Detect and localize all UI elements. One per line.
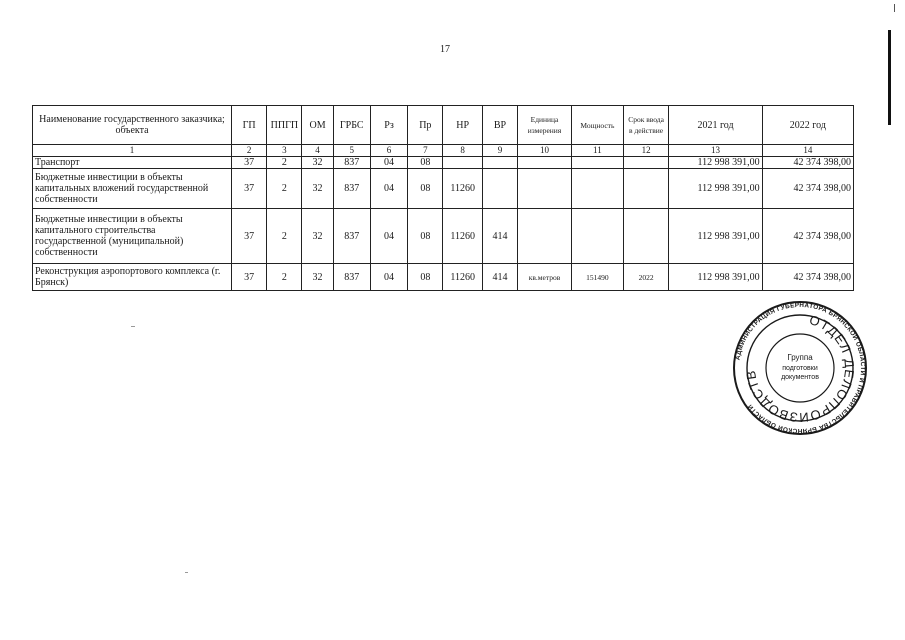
amount-2021-cell: 112 998 391,00 xyxy=(669,157,762,169)
pr-cell: 08 xyxy=(408,169,443,209)
column-number: 6 xyxy=(370,145,407,157)
budget-table xyxy=(32,105,854,291)
pr-cell: 08 xyxy=(408,264,443,291)
column-number: 7 xyxy=(408,145,443,157)
header-pr: Пр xyxy=(408,106,443,145)
nr-cell: 11260 xyxy=(443,264,482,291)
vr-cell: 414 xyxy=(482,209,517,264)
header-ppgp: ППГП xyxy=(267,106,302,145)
stamp-arc-text: ОТДЕЛ ДЕЛОПРОИЗВОДСТВ xyxy=(742,312,858,426)
table-row xyxy=(33,264,854,291)
amount-2022-cell: 42 374 398,00 xyxy=(762,157,853,169)
grbs-cell: 837 xyxy=(333,169,370,209)
stamp-center-line-1: Группа xyxy=(787,353,813,362)
column-number: 4 xyxy=(302,145,333,157)
gp-cell: 37 xyxy=(232,169,267,209)
column-number: 10 xyxy=(518,145,572,157)
term-cell xyxy=(623,209,669,264)
amount-2022-cell: 42 374 398,00 xyxy=(762,169,853,209)
pr-cell: 08 xyxy=(408,157,443,169)
nr-cell: 11260 xyxy=(443,169,482,209)
rz-cell: 04 xyxy=(370,264,407,291)
object-name: Бюджетные инвестиции в объекты капитальных вложений государственной собственности xyxy=(33,169,232,209)
term-cell xyxy=(623,169,669,209)
grbs-cell: 837 xyxy=(333,264,370,291)
ppgp-cell: 2 xyxy=(267,264,302,291)
column-number: 2 xyxy=(232,145,267,157)
gp-cell: 37 xyxy=(232,157,267,169)
amount-2021-cell: 112 998 391,00 xyxy=(669,209,762,264)
column-number: 1 xyxy=(33,145,232,157)
nr-cell xyxy=(443,157,482,169)
office-stamp xyxy=(732,300,868,436)
vr-cell xyxy=(482,157,517,169)
scan-speck xyxy=(131,326,135,327)
header-year-2021: 2021 год xyxy=(669,106,762,145)
header-year-2022: 2022 год xyxy=(762,106,853,145)
header-customer-object: Наименование государственного заказчика; объекта xyxy=(33,106,232,145)
grbs-cell: 837 xyxy=(333,209,370,264)
gp-cell: 37 xyxy=(232,264,267,291)
stamp-outer-text: АДМИНИСТРАЦИЯ ГУБЕРНАТОРА БРЯНСКОЙ ОБЛАСТИ И ПРАВИТЕЛЬСТВА БРЯНСКОЙ ОБЛАСТИ xyxy=(734,301,867,435)
rz-cell: 04 xyxy=(370,157,407,169)
header-term: Срок ввода в действие xyxy=(623,106,669,145)
rz-cell: 04 xyxy=(370,169,407,209)
ppgp-cell: 2 xyxy=(267,157,302,169)
amount-2022-cell: 42 374 398,00 xyxy=(762,264,853,291)
column-number: 8 xyxy=(443,145,482,157)
table-row xyxy=(33,209,854,264)
table-header-row xyxy=(33,106,854,145)
term-cell xyxy=(623,157,669,169)
scan-speck xyxy=(185,572,188,573)
header-rz: Рз xyxy=(370,106,407,145)
column-number-row xyxy=(33,145,854,157)
amount-2021-cell: 112 998 391,00 xyxy=(669,264,762,291)
header-capacity: Мощность xyxy=(571,106,623,145)
om-cell: 32 xyxy=(302,209,333,264)
header-grbs: ГРБС xyxy=(333,106,370,145)
ppgp-cell: 2 xyxy=(267,169,302,209)
stamp-seal-icon xyxy=(732,300,868,436)
stamp-center-line-2: подготовки xyxy=(782,365,818,372)
term-cell: 2022 xyxy=(623,264,669,291)
capacity-cell xyxy=(571,169,623,209)
object-name: Бюджетные инвестиции в объекты капитального строительства государственной (муниципальной) собственности xyxy=(33,209,232,264)
unit-cell: кв.метров xyxy=(518,264,572,291)
capacity-cell: 151490 xyxy=(571,264,623,291)
nr-cell: 11260 xyxy=(443,209,482,264)
capacity-cell xyxy=(571,209,623,264)
column-number: 11 xyxy=(571,145,623,157)
column-number: 13 xyxy=(669,145,762,157)
om-cell: 32 xyxy=(302,169,333,209)
om-cell: 32 xyxy=(302,157,333,169)
unit-cell xyxy=(518,157,572,169)
header-unit: Единица измерения xyxy=(518,106,572,145)
pr-cell: 08 xyxy=(408,209,443,264)
column-number: 12 xyxy=(623,145,669,157)
scan-edge-tick xyxy=(894,4,895,12)
column-number: 5 xyxy=(333,145,370,157)
stamp-center-line-3: документов xyxy=(781,374,819,381)
column-number: 14 xyxy=(762,145,853,157)
unit-cell xyxy=(518,169,572,209)
header-vr: ВР xyxy=(482,106,517,145)
header-gp: ГП xyxy=(232,106,267,145)
ppgp-cell: 2 xyxy=(267,209,302,264)
table-row xyxy=(33,169,854,209)
page-number: 17 xyxy=(440,44,450,55)
amount-2022-cell: 42 374 398,00 xyxy=(762,209,853,264)
gp-cell: 37 xyxy=(232,209,267,264)
header-nr: НР xyxy=(443,106,482,145)
column-number: 9 xyxy=(482,145,517,157)
capacity-cell xyxy=(571,157,623,169)
unit-cell xyxy=(518,209,572,264)
header-om: ОМ xyxy=(302,106,333,145)
rz-cell: 04 xyxy=(370,209,407,264)
scan-edge-mark xyxy=(888,30,891,125)
vr-cell xyxy=(482,169,517,209)
table-row xyxy=(33,157,854,169)
object-name: Транспорт xyxy=(33,157,232,169)
object-name: Реконструкция аэропортового комплекса (г. Брянск) xyxy=(33,264,232,291)
grbs-cell: 837 xyxy=(333,157,370,169)
om-cell: 32 xyxy=(302,264,333,291)
amount-2021-cell: 112 998 391,00 xyxy=(669,169,762,209)
column-number: 3 xyxy=(267,145,302,157)
vr-cell: 414 xyxy=(482,264,517,291)
